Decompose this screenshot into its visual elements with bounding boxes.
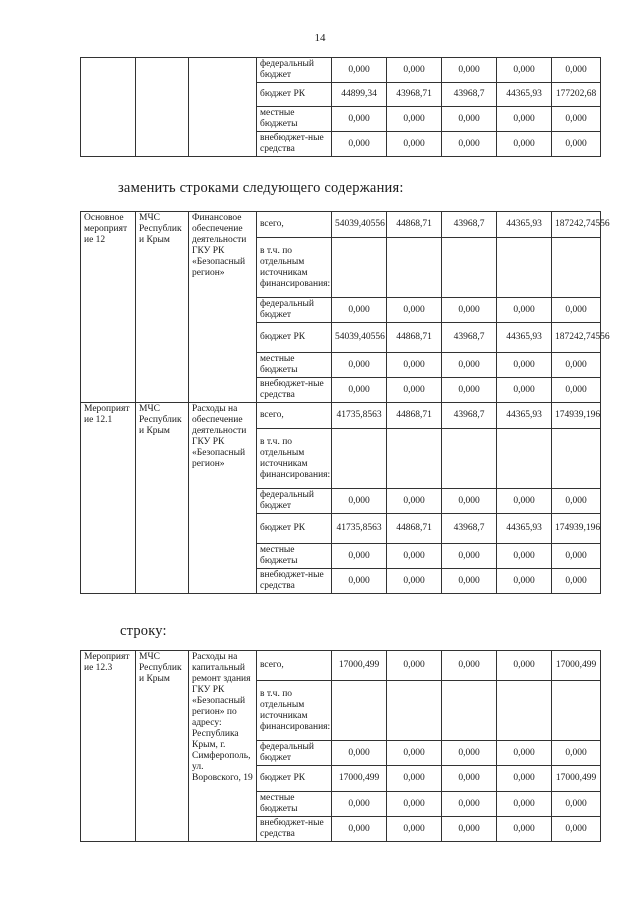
value-cell: 0,000: [332, 792, 387, 817]
table-row: [81, 58, 601, 83]
value-cell: [387, 238, 442, 298]
value-cell: 0,000: [552, 378, 601, 403]
value-cell: 54039,40556: [332, 323, 387, 353]
value-cell: 174939,196: [552, 403, 601, 429]
value-cell: 43968,7: [442, 514, 497, 544]
funding-source-cell: бюджет РК: [257, 766, 332, 792]
value-cell: 0,000: [442, 107, 497, 132]
funding-source-cell: местные бюджеты: [257, 544, 332, 569]
value-cell: 17000,499: [552, 766, 601, 792]
funding-source-cell: внебюджет-ные средства: [257, 569, 332, 594]
value-cell: [552, 238, 601, 298]
replace-instruction-heading: заменить строками следующего содержания:: [118, 180, 404, 196]
value-cell: [442, 238, 497, 298]
value-cell: [387, 681, 442, 741]
table-row: [81, 651, 601, 681]
value-cell: [497, 238, 552, 298]
table-row: [81, 403, 601, 429]
value-cell: 0,000: [442, 817, 497, 842]
funding-source-cell: бюджет РК: [257, 83, 332, 107]
value-cell: [552, 429, 601, 489]
value-cell: 0,000: [332, 58, 387, 83]
name-cell: [81, 58, 136, 157]
value-cell: 0,000: [387, 378, 442, 403]
value-cell: 0,000: [552, 107, 601, 132]
value-cell: 43968,7: [442, 83, 497, 107]
funding-source-cell: федеральный бюджет: [257, 489, 332, 514]
value-cell: 0,000: [387, 817, 442, 842]
value-cell: 0,000: [387, 792, 442, 817]
value-cell: 0,000: [497, 817, 552, 842]
value-cell: 0,000: [442, 489, 497, 514]
value-cell: 0,000: [552, 353, 601, 378]
value-cell: 0,000: [497, 353, 552, 378]
value-cell: 0,000: [442, 378, 497, 403]
value-cell: 54039,40556: [332, 212, 387, 238]
value-cell: 0,000: [552, 741, 601, 766]
value-cell: 44868,71: [387, 323, 442, 353]
value-cell: 0,000: [497, 132, 552, 157]
value-cell: 0,000: [332, 353, 387, 378]
executor-cell: МЧС Республики Крым: [136, 212, 189, 403]
funding-source-cell: всего,: [257, 212, 332, 238]
funding-source-cell: федеральный бюджет: [257, 741, 332, 766]
value-cell: 0,000: [552, 132, 601, 157]
funding-source-cell: всего,: [257, 651, 332, 681]
value-cell: 0,000: [552, 298, 601, 323]
funding-source-cell: местные бюджеты: [257, 107, 332, 132]
funding-source-cell: внебюджет-ные средства: [257, 132, 332, 157]
value-cell: 0,000: [332, 298, 387, 323]
value-cell: 0,000: [332, 378, 387, 403]
value-cell: [442, 429, 497, 489]
value-cell: [332, 238, 387, 298]
measure-name-cell: Мероприятие 12.3: [81, 651, 136, 842]
value-cell: 43968,71: [387, 83, 442, 107]
value-cell: 0,000: [497, 107, 552, 132]
funding-source-cell: бюджет РК: [257, 514, 332, 544]
value-cell: 43968,7: [442, 323, 497, 353]
value-cell: 0,000: [497, 298, 552, 323]
executor-cell: [136, 58, 189, 157]
value-cell: 0,000: [387, 569, 442, 594]
table-row: [81, 212, 601, 238]
value-cell: 43968,7: [442, 403, 497, 429]
measure-description-cell: Финансовое обеспечение деятельности ГКУ РК «Безопасный регион»: [189, 212, 257, 403]
table-2-body: [81, 212, 610, 594]
value-cell: 44365,93: [497, 83, 552, 107]
value-cell: 44868,71: [387, 403, 442, 429]
executor-cell: МЧС Республики Крым: [136, 403, 189, 594]
value-cell: 0,000: [387, 544, 442, 569]
value-cell: 174939,196: [552, 514, 601, 544]
value-cell: 41735,8563: [332, 514, 387, 544]
page-number: 14: [314, 32, 326, 44]
funding-source-cell: местные бюджеты: [257, 353, 332, 378]
budget-table-row: [80, 650, 601, 842]
value-cell: 43968,7: [442, 212, 497, 238]
value-cell: 17000,499: [332, 766, 387, 792]
value-cell: 0,000: [332, 817, 387, 842]
value-cell: 0,000: [442, 741, 497, 766]
funding-source-cell: в т.ч. по отдельным источникам финансирования:: [257, 429, 332, 489]
value-cell: 0,000: [442, 766, 497, 792]
value-cell: 0,000: [552, 489, 601, 514]
budget-table-replacement: [80, 211, 610, 594]
value-cell: 0,000: [552, 817, 601, 842]
measure-description-cell: Расходы на обеспечение деятельности ГКУ РК «Безопасный регион»: [189, 403, 257, 594]
value-cell: 17000,499: [552, 651, 601, 681]
funding-source-cell: бюджет РК: [257, 323, 332, 353]
value-cell: 0,000: [442, 298, 497, 323]
value-cell: 44868,71: [387, 514, 442, 544]
value-cell: 0,000: [442, 569, 497, 594]
value-cell: 0,000: [497, 792, 552, 817]
value-cell: [442, 681, 497, 741]
value-cell: 0,000: [552, 544, 601, 569]
value-cell: 0,000: [497, 58, 552, 83]
value-cell: 0,000: [332, 132, 387, 157]
funding-source-cell: всего,: [257, 403, 332, 429]
value-cell: 0,000: [332, 741, 387, 766]
funding-source-cell: местные бюджеты: [257, 792, 332, 817]
value-cell: 0,000: [497, 544, 552, 569]
value-cell: 44868,71: [387, 212, 442, 238]
funding-source-cell: в т.ч. по отдельным источникам финансирования:: [257, 681, 332, 741]
value-cell: 44365,93: [497, 323, 552, 353]
funding-source-cell: федеральный бюджет: [257, 58, 332, 83]
value-cell: 187242,74556: [552, 212, 601, 238]
measure-name-cell: Мероприятие 12.1: [81, 403, 136, 594]
value-cell: 0,000: [497, 489, 552, 514]
funding-source-cell: в т.ч. по отдельным источникам финансирования:: [257, 238, 332, 298]
value-cell: 0,000: [387, 132, 442, 157]
value-cell: 0,000: [332, 107, 387, 132]
value-cell: 0,000: [387, 741, 442, 766]
measure-name-cell: Основное мероприятие 12: [81, 212, 136, 403]
funding-source-cell: федеральный бюджет: [257, 298, 332, 323]
funding-source-cell: внебюджет-ные средства: [257, 817, 332, 842]
value-cell: [332, 429, 387, 489]
value-cell: 0,000: [552, 58, 601, 83]
value-cell: 0,000: [332, 569, 387, 594]
value-cell: [332, 681, 387, 741]
value-cell: 17000,499: [332, 651, 387, 681]
description-cell: [189, 58, 257, 157]
value-cell: 177202,68: [552, 83, 601, 107]
table-1-body: [81, 58, 601, 157]
value-cell: 0,000: [387, 766, 442, 792]
value-cell: 0,000: [387, 107, 442, 132]
value-cell: 41735,8563: [332, 403, 387, 429]
budget-table-original: [80, 57, 601, 157]
value-cell: 0,000: [552, 792, 601, 817]
value-cell: 0,000: [442, 544, 497, 569]
value-cell: 0,000: [552, 569, 601, 594]
value-cell: 0,000: [387, 58, 442, 83]
value-cell: 0,000: [387, 651, 442, 681]
value-cell: 44365,93: [497, 403, 552, 429]
value-cell: 0,000: [442, 792, 497, 817]
value-cell: [497, 429, 552, 489]
value-cell: [552, 681, 601, 741]
value-cell: 0,000: [332, 544, 387, 569]
value-cell: 0,000: [442, 353, 497, 378]
value-cell: 44899,34: [332, 83, 387, 107]
value-cell: 0,000: [497, 569, 552, 594]
value-cell: 0,000: [387, 489, 442, 514]
value-cell: 0,000: [497, 766, 552, 792]
executor-cell: МЧС Республики Крым: [136, 651, 189, 842]
measure-description-cell: Расходы на капитальный ремонт здания ГКУ РК «Безопасный регион» по адресу: Республика Крым, г. Симферополь, ул. Воровского, 19: [189, 651, 257, 842]
value-cell: 0,000: [442, 132, 497, 157]
value-cell: 0,000: [332, 489, 387, 514]
value-cell: 0,000: [497, 378, 552, 403]
value-cell: 0,000: [442, 58, 497, 83]
table-3-body: [81, 651, 601, 842]
row-instruction-heading: строку:: [120, 623, 167, 639]
value-cell: 0,000: [497, 651, 552, 681]
value-cell: 0,000: [387, 353, 442, 378]
value-cell: 187242,74556: [552, 323, 601, 353]
value-cell: 0,000: [442, 651, 497, 681]
funding-source-cell: внебюджет-ные средства: [257, 378, 332, 403]
value-cell: 0,000: [497, 741, 552, 766]
value-cell: [387, 429, 442, 489]
value-cell: [497, 681, 552, 741]
value-cell: 44365,93: [497, 212, 552, 238]
value-cell: 44365,93: [497, 514, 552, 544]
value-cell: 0,000: [387, 298, 442, 323]
